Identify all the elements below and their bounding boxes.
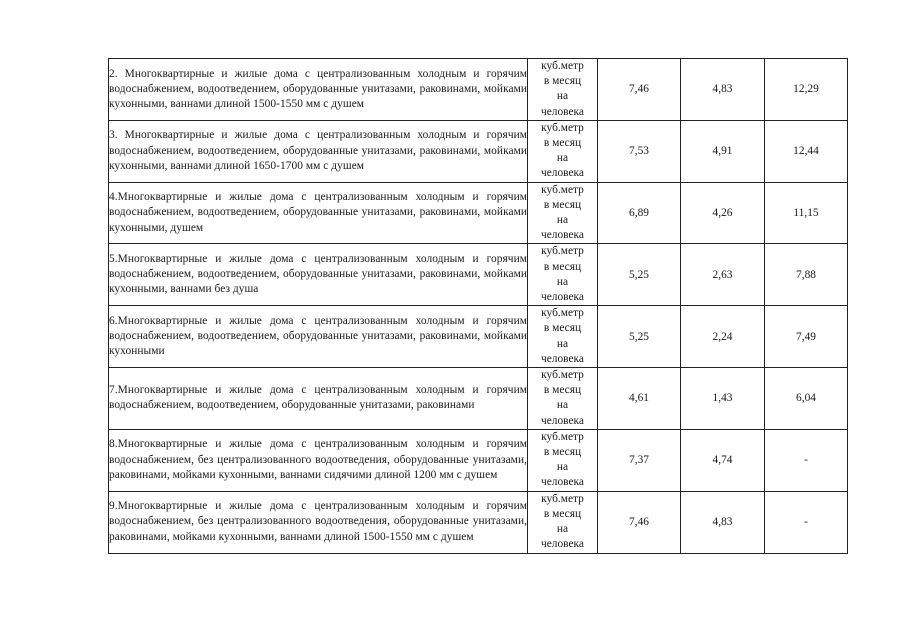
row-description: 2. Многоквартирные и жилые дома с централизованным холодным и горячим водоснабжением, водоотведением, оборудованные унитазами, раковинами, мойками кухонными, ваннами длиной 1500-1550 мм с душем (109, 59, 528, 121)
row-value-3: 6,04 (765, 368, 848, 430)
row-description: 6.Многоквартирные и жилые дома с централизованным холодным и горячим водоснабжением, водоотведением, оборудованные унитазами, раковинами, мойками кухонными (109, 306, 528, 368)
row-value-3: 12,44 (765, 120, 848, 182)
row-description: 8.Многоквартирные и жилые дома с централизованным холодным и горячим водоснабжением, без централизованного водоотведения, оборудованные унитазами, раковинами, мойками кухонными, ваннами сидячими длиной 1200 мм с душем (109, 429, 528, 491)
table-row (109, 306, 848, 368)
row-description: 9.Многоквартирные и жилые дома с централизованным холодным и горячим водоснабжением, без централизованного водоотведения, оборудованные унитазами, раковинами, мойками кухонными, ваннами длиной 1500-1550 мм с душем (109, 491, 528, 553)
row-value-3: 12,29 (765, 59, 848, 121)
row-description: 3. Многоквартирные и жилые дома с централизованным холодным и горячим водоснабжением, водоотведением, оборудованные унитазами, раковинами, мойками кухонными, ваннами длиной 1650-1700 мм с душем (109, 120, 528, 182)
table-row (109, 59, 848, 121)
table-row (109, 120, 848, 182)
row-value-2: 4,91 (681, 120, 765, 182)
table-row (109, 368, 848, 430)
row-value-2: 2,24 (681, 306, 765, 368)
row-description: 5.Многоквартирные и жилые дома с централизованным холодным и горячим водоснабжением, водоотведением, оборудованные унитазами, раковинами, мойками кухонными, ваннами без душа (109, 244, 528, 306)
row-unit: куб.метр в месяц на человека (528, 244, 598, 306)
row-value-1: 7,37 (598, 429, 681, 491)
consumption-norms-table (108, 58, 848, 554)
row-value-3: 11,15 (765, 182, 848, 244)
row-value-3: 7,88 (765, 244, 848, 306)
row-value-2: 2,63 (681, 244, 765, 306)
row-value-2: 4,26 (681, 182, 765, 244)
row-description: 7.Многоквартирные и жилые дома с централизованным холодным и горячим водоснабжением, водоотведением, оборудованные унитазами, раковинами (109, 368, 528, 430)
row-value-3: - (765, 491, 848, 553)
row-value-1: 5,25 (598, 244, 681, 306)
row-value-2: 4,83 (681, 491, 765, 553)
row-value-2: 1,43 (681, 368, 765, 430)
row-value-1: 7,53 (598, 120, 681, 182)
row-unit: куб.метр в месяц на человека (528, 120, 598, 182)
row-value-2: 4,83 (681, 59, 765, 121)
table-row (109, 182, 848, 244)
row-value-1: 7,46 (598, 491, 681, 553)
row-description: 4.Многоквартирные и жилые дома с централизованным холодным и горячим водоснабжением, водоотведением, оборудованные унитазами, раковинами, мойками кухонными, душем (109, 182, 528, 244)
row-value-1: 7,46 (598, 59, 681, 121)
table-row (109, 491, 848, 553)
row-value-1: 4,61 (598, 368, 681, 430)
row-value-3: 7,49 (765, 306, 848, 368)
table-row (109, 429, 848, 491)
row-unit: куб.метр в месяц на человека (528, 306, 598, 368)
row-value-1: 6,89 (598, 182, 681, 244)
row-unit: куб.метр в месяц на человека (528, 429, 598, 491)
row-unit: куб.метр в месяц на человека (528, 491, 598, 553)
table-row (109, 244, 848, 306)
row-unit: куб.метр в месяц на человека (528, 59, 598, 121)
row-value-1: 5,25 (598, 306, 681, 368)
row-unit: куб.метр в месяц на человека (528, 368, 598, 430)
row-value-2: 4,74 (681, 429, 765, 491)
row-unit: куб.метр в месяц на человека (528, 182, 598, 244)
row-value-3: - (765, 429, 848, 491)
